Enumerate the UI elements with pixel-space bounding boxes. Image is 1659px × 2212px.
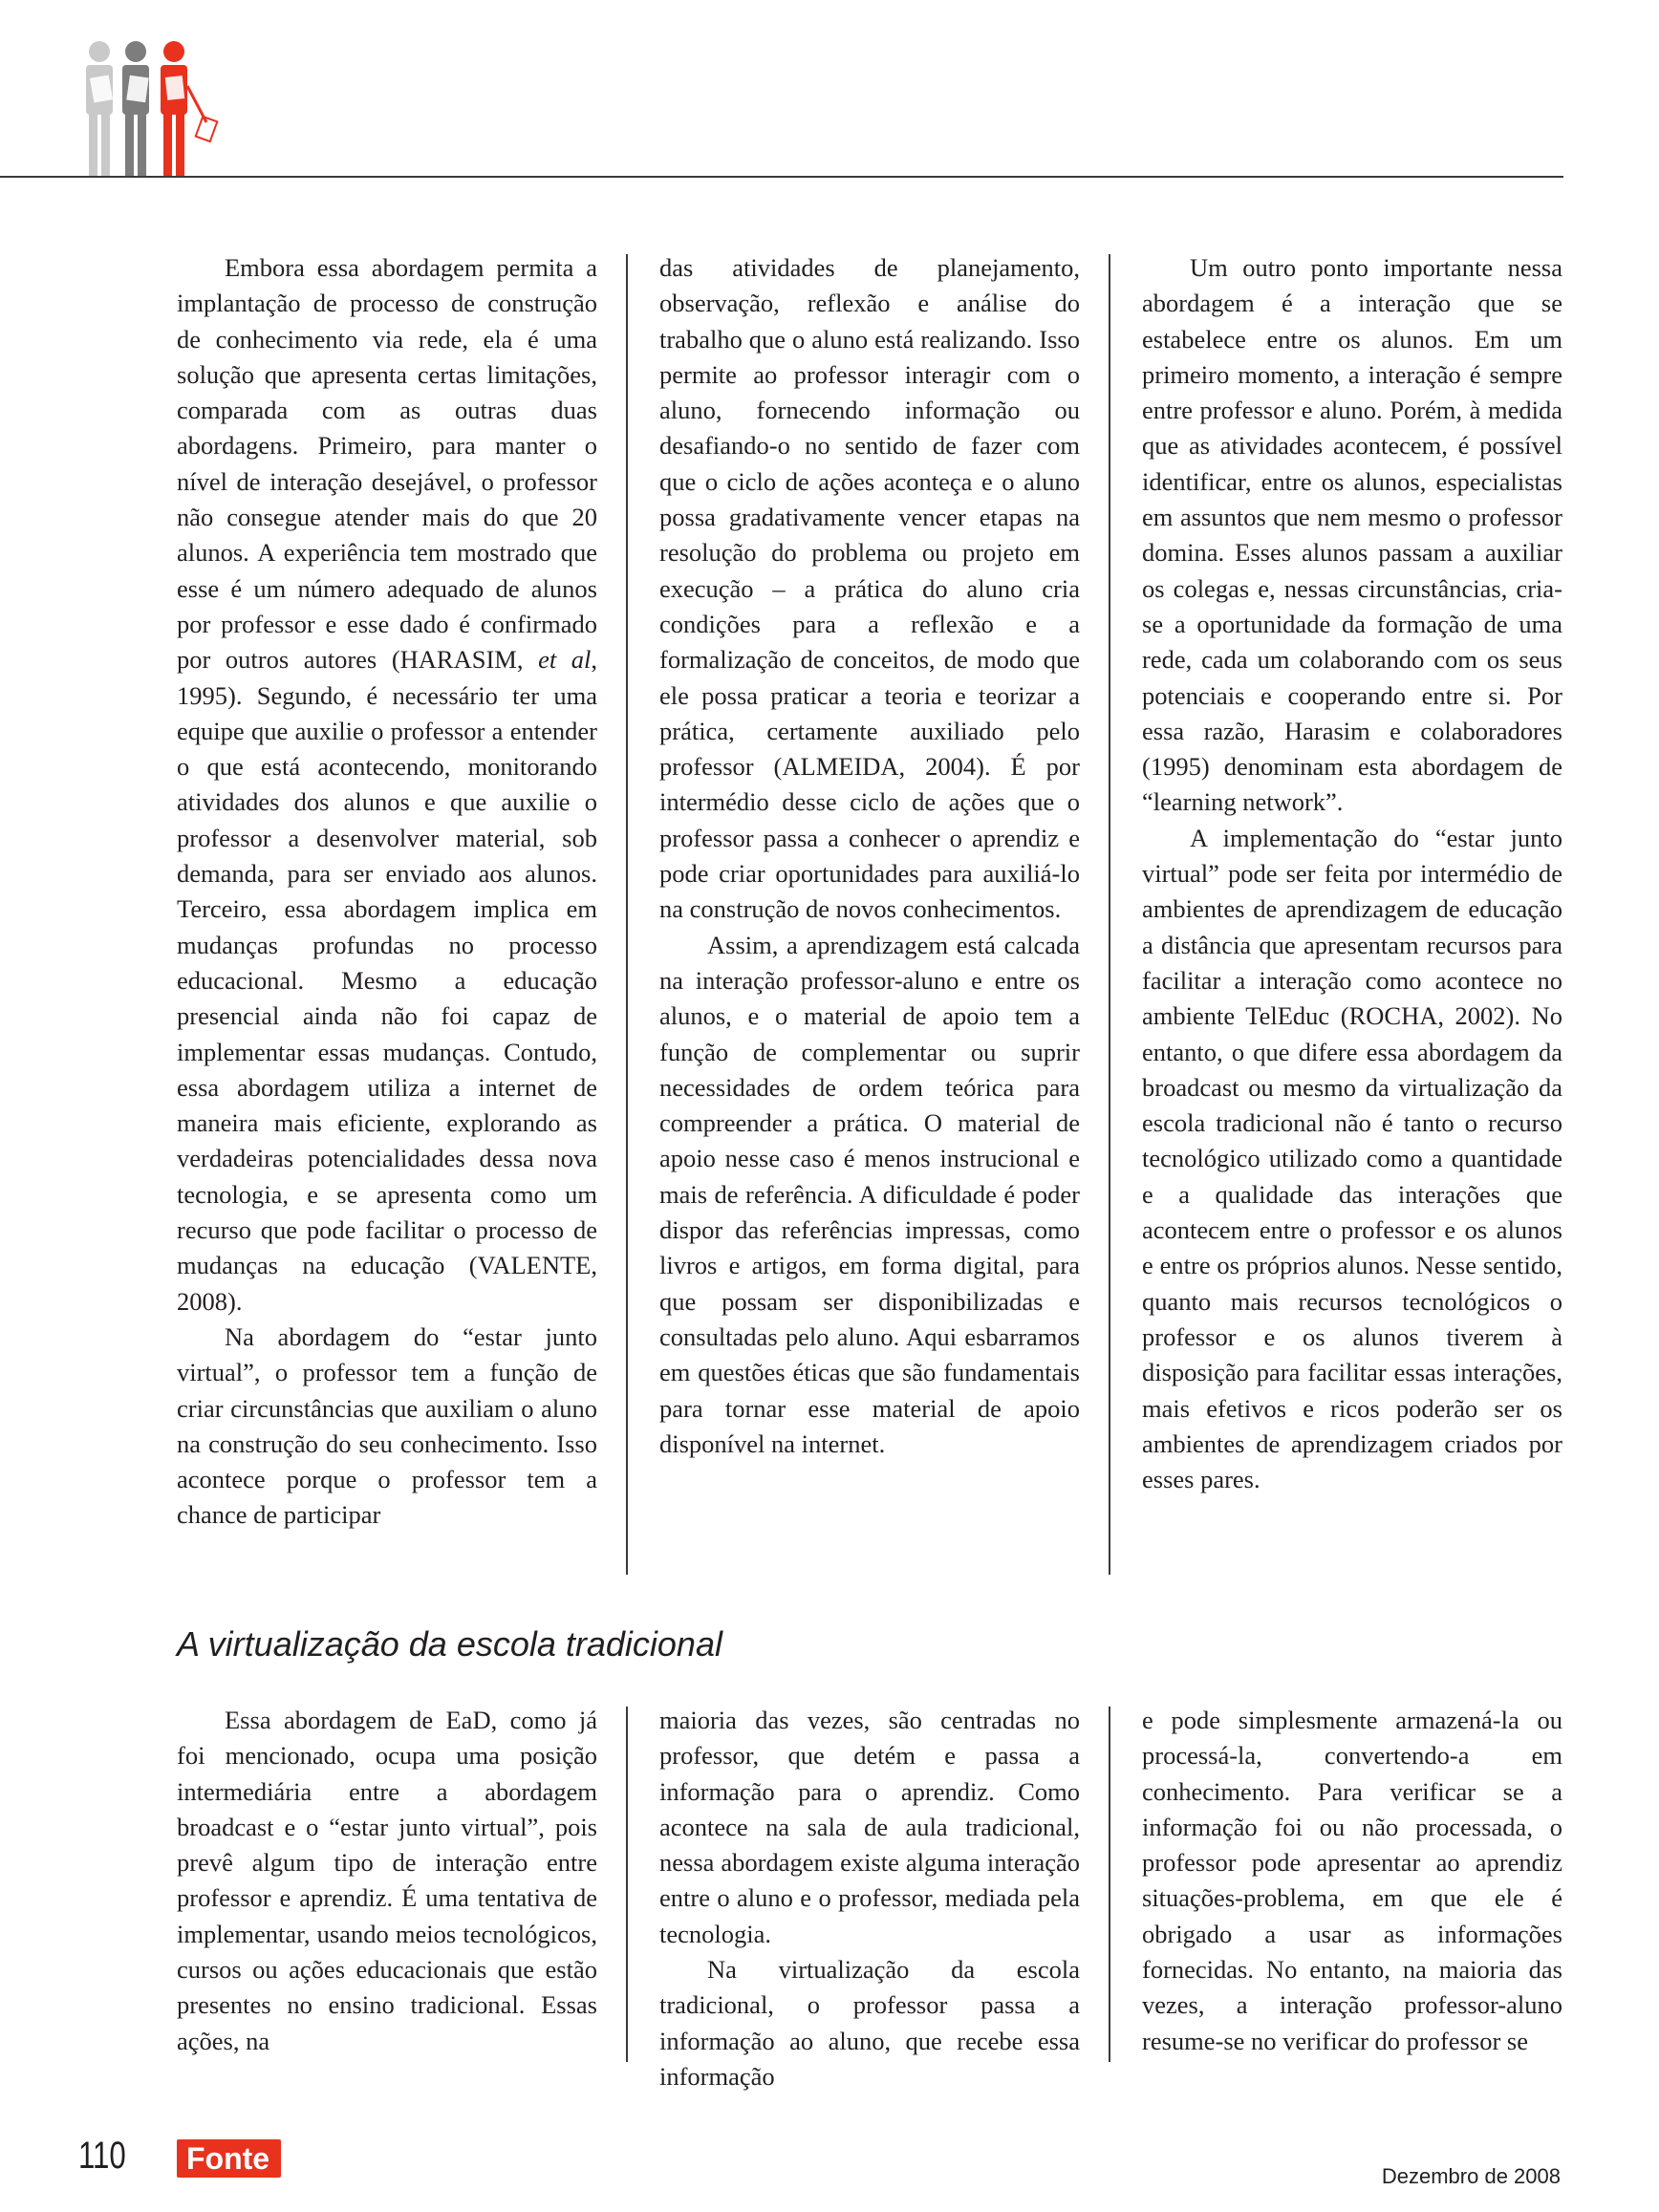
citation-emphasis: et al	[538, 645, 592, 675]
paragraph: Na abordagem do “estar junto virtual”, o professor tem a função de criar circunstâncias que auxiliam o aluno na construção do seu conhecimento. Isso acontece porque o professor tem a chance de participar	[177, 1321, 597, 1530]
column-divider	[626, 1707, 628, 2062]
paragraph: das atividades de planejamento, observação, reflexão e análise do trabalho que o aluno está realizando. Isso permite ao professor interagir com o aluno, fornecendo informação ou desafiando-o no sentido de fazer com que o ciclo de ações aconteça e o aluno possa gradativamente vencer etapas na resolução do problema ou projeto em execução – a prática do aluno cria condições para a reflexão e a formalização de conceitos, de modo que ele possa praticar a teoria e teorizar a prática, certamente auxiliado pelo professor (ALMEIDA, 2004). É por intermédio desse ciclo de ações que o professor passa a conhecer o aprendiz e pode criar oportunidades para auxiliá-lo na construção de novos conhecimentos.	[659, 253, 1080, 924]
section-heading: A virtualização da escola tradicional	[177, 1624, 722, 1664]
magazine-brand-logo: Fonte	[177, 2139, 281, 2178]
paragraph: Na virtualização da escola tradicional, o professor passa a informação ao aluno, que recebe essa informação	[659, 1955, 1080, 2091]
section1-column-3	[1142, 250, 1562, 1569]
issue-date: Dezembro de 2008	[1381, 2164, 1561, 2188]
section2-column-1	[177, 1703, 597, 2062]
paragraph: Um outro ponto importante nessa abordagem é a interação que se estabelece entre os alunos. Em um primeiro momento, a interação é sempre entre professor e aluno. Porém, à medida que as atividades acontecem, é possível identificar, entre os alunos, especialistas em assuntos que nem mesmo o professor domina. Esses alunos passam a auxiliar os colegas e, nessas circunstâncias, cria-se a oportunidade da formação de uma rede, cada um colaborando com os seus potenciais e cooperando entre si. Por essa razão, Harasim e colaboradores (1995) denominam esta abordagem de “learning network”.	[1142, 253, 1562, 817]
section1-column-2	[659, 250, 1080, 1569]
paragraph: Embora essa abordagem permita a implantação de processo de construção de conhecimento via rede, ela é uma solução que apresenta certas limitações, comparada com as outras duas abordagens. Primeiro, para manter o nível de interação desejável, o professor não consegue atender mais do que 20 alunos. A experiência tem mostrado que esse é um número adequado de alunos por professor e esse dado é confirmado por outros autores (HARASIM, et al, 1995). Segundo, é necessário ter uma equipe que auxilie o professor a entender o que está acontecendo, monitorando atividades dos alunos e que auxilie o professor a desenvolver material, sob demanda, para ser enviado aos alunos. Terceiro, essa abordagem implica em mudanças profundas no processo educacional. Mesmo a educação presencial ainda não foi capaz de implementar essas mudanças. Contudo, essa abordagem utiliza a internet de maneira mais eficiente, explorando as verdadeiras potencialidades dessa nova tecnologia, e se apresenta como um recurso que pode facilitar o processo de mudanças na educação (VALENTE, 2008).	[177, 253, 597, 1316]
paragraph: Essa abordagem de EaD, como já foi mencionado, ocupa uma posição intermediária entre a abordagem broadcast e o “estar junto virtual”, pois prevê algum tipo de interação entre professor e aprendiz. É uma tentativa de implementar, usando meios tecnológicos, cursos ou ações educacionais que estão presentes no ensino tradicional. Essas ações, na	[177, 1706, 597, 2055]
page-number: 110	[78, 2135, 126, 2177]
people-group-icon	[78, 38, 222, 180]
section2-column-2	[659, 1703, 1080, 2091]
column-divider	[1109, 254, 1110, 1575]
header-rule	[0, 176, 1563, 178]
paragraph: maioria das vezes, são centradas no professor, que detém e passa a informação para o aprendiz. Como acontece na sala de aula tradicional, nessa abordagem existe alguma interação entre o aluno e o professor, mediada pela tecnologia.	[659, 1706, 1080, 1948]
column-divider	[1109, 1707, 1110, 2062]
section1-column-1	[177, 250, 597, 1569]
paragraph: A implementação do “estar junto virtual” pode ser feita por intermédio de ambientes de aprendizagem de educação a distância que apresentam recursos para facilitar a interação como acontece no ambiente TelEduc (ROCHA, 2002). No entanto, o que difere essa abordagem da broadcast ou mesmo da virtualização da escola tradicional não é tanto o recurso tecnológico utilizado como a quantidade e a qualidade das interações que acontecem entre o professor e os alunos e entre os próprios alunos. Nesse sentido, quanto mais recursos tecnológicos o professor e os alunos tiverem à disposição para facilitar essas interações, mais efetivos e ricos poderão ser os ambientes de aprendizagem criados por esses pares.	[1142, 823, 1562, 1494]
paragraph: Assim, a aprendizagem está calcada na interação professor-aluno e entre os alunos, e o material de apoio tem a função de complementar ou suprir necessidades de ordem teórica para compreender a prática. O material de apoio nesse caso é menos instrucional e mais de referência. A dificuldade é poder dispor das referências impressas, como livros e artigos, em forma digital, para que possam ser disponibilizadas e consultadas pelo aluno. Aqui esbarramos em questões éticas que são fundamentais para tornar esse material de apoio disponível na internet.	[659, 930, 1080, 1458]
paragraph: e pode simplesmente armazená-la ou processá-la, convertendo-a em conhecimento. Para verificar se a informação foi ou não processada, o professor pode apresentar ao aprendiz situações-problema, em que ele é obrigado a usar as informações fornecidas. No entanto, na maioria das vezes, a interação professor-aluno resume-se no verificar do professor se	[1142, 1706, 1562, 2055]
section2-column-3	[1142, 1703, 1562, 2062]
column-divider	[626, 254, 628, 1575]
